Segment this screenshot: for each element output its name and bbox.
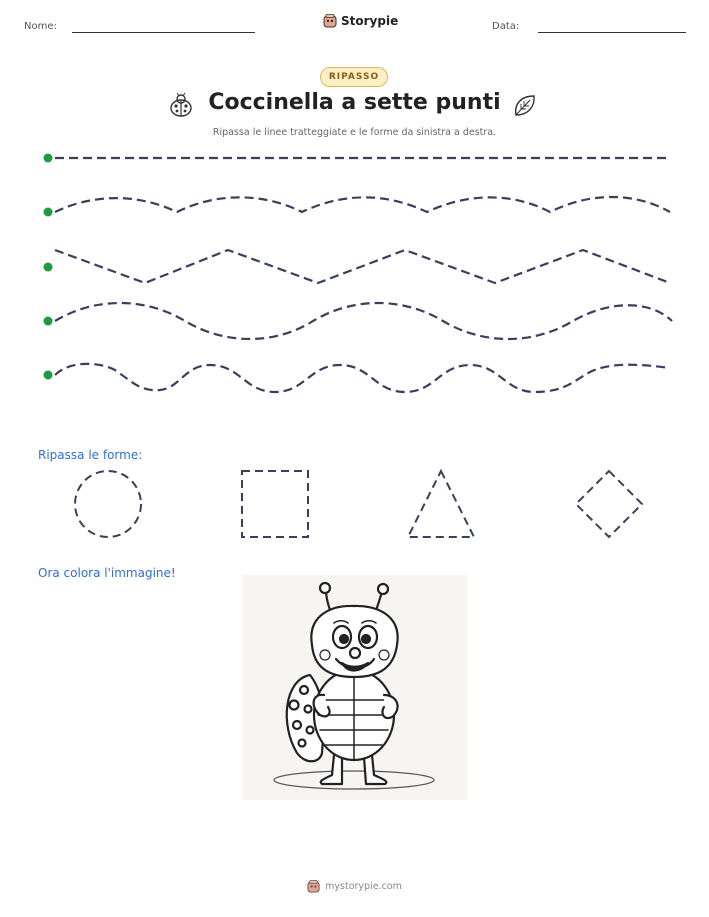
trace-circle xyxy=(75,471,141,537)
name-field[interactable] xyxy=(72,32,255,33)
ladybug-coloring-picture xyxy=(242,575,467,800)
footer xyxy=(0,880,709,893)
coloring-section-label: Ora colora l'immagine! xyxy=(38,566,176,580)
instructions: Ripassa le linee tratteggiate e le forme da sinistra a destra. xyxy=(212,127,497,138)
page-title: Coccinella a sette punti xyxy=(208,90,501,115)
start-dot xyxy=(44,317,53,326)
trace-line-zigzag xyxy=(44,250,671,283)
start-dot xyxy=(44,208,53,217)
tracing-lines[interactable] xyxy=(0,140,709,400)
storypie-logo-icon xyxy=(323,14,337,28)
trace-triangle xyxy=(408,471,474,537)
start-dot xyxy=(44,371,53,380)
date-field[interactable] xyxy=(538,32,686,33)
coloring-image[interactable] xyxy=(242,575,467,800)
date-label: Data: xyxy=(492,21,520,32)
trace-diamond xyxy=(576,471,642,537)
trace-line-soft-wave xyxy=(44,197,671,217)
trace-line-wave xyxy=(44,303,673,339)
footer-url[interactable]: mystorypie.com xyxy=(325,881,402,892)
start-dot xyxy=(44,263,53,272)
leaf-icon xyxy=(511,92,539,120)
storypie-logo-icon xyxy=(307,880,320,893)
brand-name: Storypie xyxy=(341,14,399,28)
trace-line-loop-wave xyxy=(44,364,671,392)
name-label: Nome: xyxy=(24,21,57,32)
start-dot xyxy=(44,154,53,163)
trace-line-straight xyxy=(44,154,669,163)
trace-square xyxy=(242,471,308,537)
brand-logo xyxy=(323,14,398,28)
shapes-section-label: Ripassa le forme: xyxy=(38,448,143,462)
review-badge: RIPASSO xyxy=(320,67,388,87)
tracing-shapes[interactable] xyxy=(60,462,660,546)
